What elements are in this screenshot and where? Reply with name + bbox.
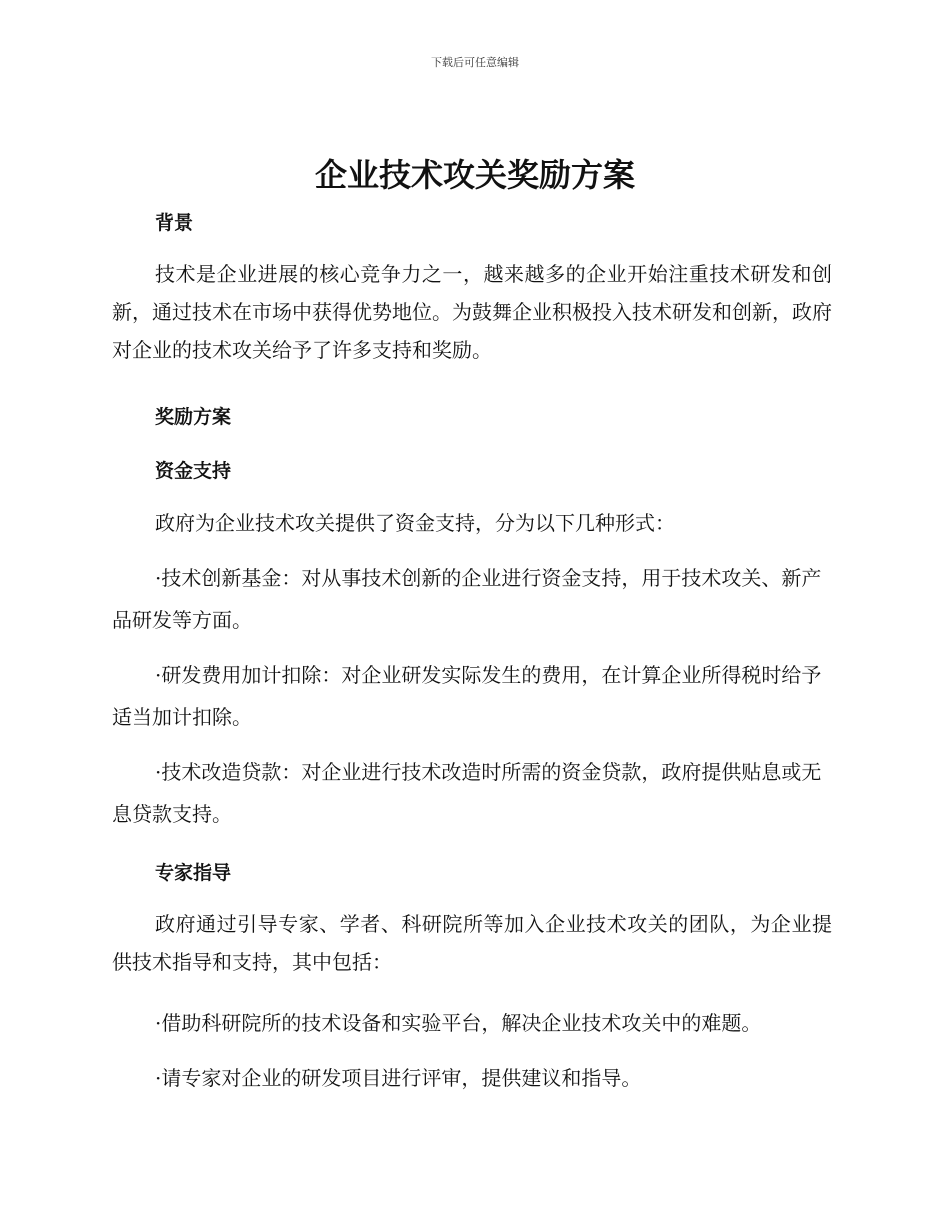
paragraph-funding-intro: 政府为企业技术攻关提供了资金支持，分为以下几种形式： [155,511,675,535]
paragraph-background: 技术是企业进展的核心竞争力之一，越来越多的企业开始注重技术研发和创新，通过技术在市场中获得优势地位。为鼓舞企业积极投入技术研发和创新，政府对企业的技术攻关给予了许多支持和奖励。 [112,262,832,362]
paragraph-expert-intro: 政府通过引导专家、学者、科研院所等加入企业技术攻关的团队，为企业提供技术指导和支持，其中包括： [112,912,832,974]
list-item-text: 技术改造贷款：对企业进行技术改造时所需的资金贷款，政府提供贴息或无息贷款支持。 [112,760,822,826]
list-item-text: 技术创新基金：对从事技术创新的企业进行资金支持，用于技术攻关、新产品研发等方面。 [112,566,822,632]
bullet-icon: · [155,760,162,784]
list-item-text: 请专家对企业的研发项目进行评审，提供建议和指导。 [161,1066,642,1090]
list-item-expert-2 [112,1057,832,1099]
list-item-text: 借助科研院所的技术设备和实验平台，解决企业技术攻关中的难题。 [161,1011,762,1035]
header-note: 下载后可任意编辑 [431,56,519,69]
bullet-icon: · [155,1066,162,1090]
list-item-funding-2 [112,654,832,738]
bullet-icon: · [155,1011,162,1035]
document-title: 企业技术攻关奖励方案 [314,156,635,194]
heading-reward-plan: 奖励方案 [155,406,232,428]
list-item-funding-1 [112,557,832,641]
list-item-funding-3 [112,751,832,835]
list-item-expert-1 [112,1002,832,1044]
heading-expert-guidance: 专家指导 [155,862,232,884]
heading-background: 背景 [155,212,194,234]
list-item-text: 研发费用加计扣除：对企业研发实际发生的费用，在计算企业所得税时给予适当加计扣除。 [112,663,822,729]
bullet-icon: · [155,566,162,590]
heading-funding-support: 资金支持 [155,460,232,482]
bullet-icon: · [155,663,162,687]
